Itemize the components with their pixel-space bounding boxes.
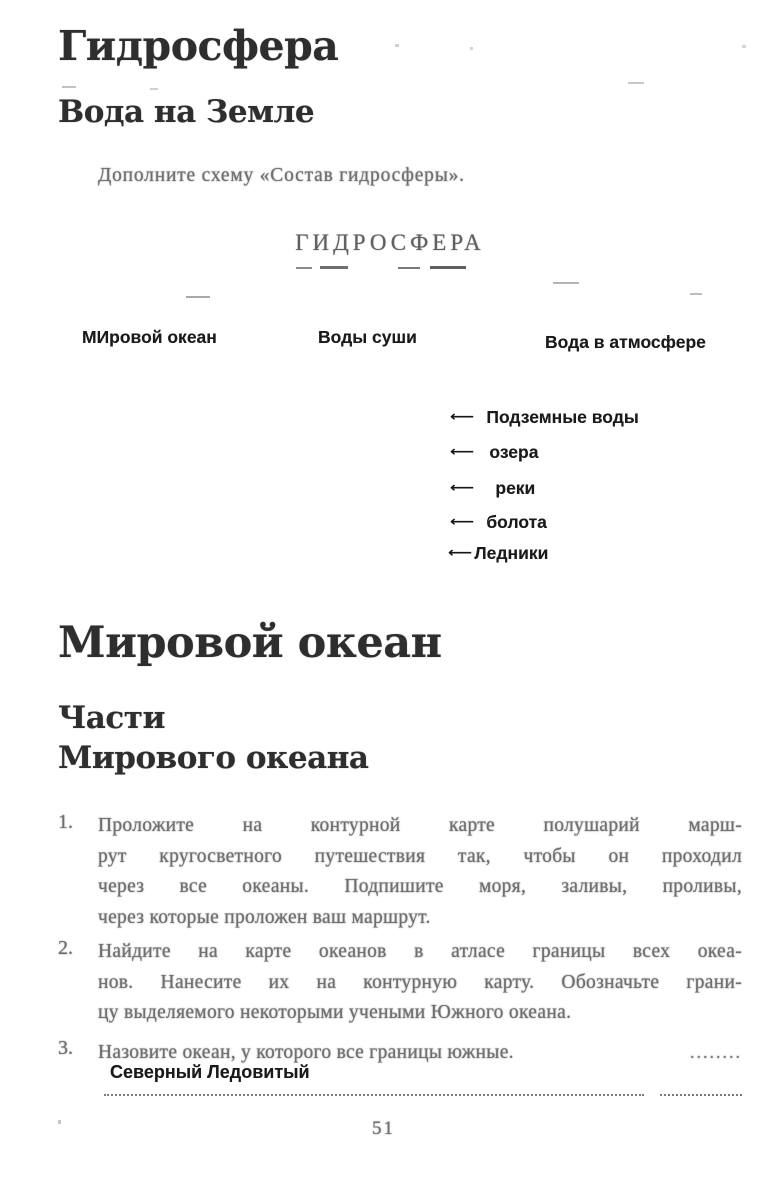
scan-artifact bbox=[553, 282, 579, 284]
scan-artifact bbox=[395, 44, 399, 47]
task-number: 2. bbox=[58, 937, 73, 959]
chapter-title: Гидросфера bbox=[58, 22, 339, 70]
land-water-item bbox=[448, 543, 548, 564]
land-water-item bbox=[450, 407, 639, 428]
left-arrow-icon: ⟵ bbox=[450, 479, 475, 497]
task-text bbox=[98, 937, 742, 1029]
land-water-item bbox=[450, 478, 535, 499]
left-arrow-icon: ⟵ bbox=[450, 408, 475, 426]
section-title-water-on-earth: Вода на Земле bbox=[58, 94, 315, 130]
answer-dotted-line[interactable] bbox=[660, 1094, 742, 1096]
diagram-branch-land-waters[interactable]: Воды суши bbox=[318, 327, 417, 347]
scan-artifact bbox=[742, 45, 746, 48]
answer-dots[interactable]: ........ bbox=[690, 1042, 742, 1062]
land-water-label[interactable]: болота bbox=[486, 512, 547, 532]
land-water-label[interactable]: реки bbox=[495, 478, 536, 498]
task-text-line: цу выделяемого некоторыми учеными Южного океана. bbox=[98, 1002, 572, 1023]
land-water-label[interactable]: озера bbox=[489, 442, 539, 462]
task3-answer-text[interactable]: Северный Ледовитый bbox=[110, 1062, 310, 1082]
task-instruction: Дополните схему «Состав гидросферы». bbox=[98, 165, 465, 186]
page-number: 51 bbox=[372, 1118, 395, 1139]
task-number: 3. bbox=[58, 1037, 73, 1059]
scan-artifact bbox=[430, 266, 466, 269]
scan-artifact bbox=[296, 267, 312, 269]
scan-artifact bbox=[628, 82, 644, 84]
section-title-line: Части bbox=[58, 700, 165, 736]
land-water-item bbox=[450, 512, 547, 533]
land-water-label[interactable]: Ледники bbox=[474, 543, 549, 563]
task-text-line: через которые проложен ваш маршрут. bbox=[98, 906, 431, 928]
scan-artifact bbox=[470, 47, 473, 50]
task-text bbox=[98, 811, 742, 933]
task-text-line: Назовите океан, у которого все границы южные. bbox=[98, 1042, 514, 1063]
chapter-title-world-ocean: Мировой океан bbox=[58, 618, 442, 668]
task-text-line: рут кругосветного путешествия так, чтобы он проходил bbox=[98, 845, 742, 867]
task-text-line: Найдите на карте океанов в атласе границы всех океа- bbox=[98, 941, 742, 962]
scan-artifact bbox=[186, 296, 210, 298]
left-arrow-icon: ⟵ bbox=[450, 443, 475, 461]
diagram-root-label: ГИДРОСФЕРА bbox=[295, 230, 485, 255]
task-text-line: через все океаны. Подпишите моря, заливы, проливы, bbox=[98, 876, 742, 897]
answer-dotted-line[interactable] bbox=[104, 1094, 644, 1096]
left-arrow-icon: ⟵ bbox=[450, 513, 475, 531]
scan-artifact bbox=[690, 293, 702, 295]
scan-artifact bbox=[150, 88, 158, 90]
scan-artifact bbox=[62, 86, 76, 88]
scan-artifact bbox=[398, 267, 420, 269]
task-text-line: Проложите на контурной карте полушарий марш- bbox=[98, 815, 742, 836]
section-title-ocean-parts bbox=[58, 698, 369, 778]
diagram-branch-world-ocean[interactable]: МИровой океан bbox=[82, 327, 217, 347]
land-water-label[interactable]: Подземные воды bbox=[486, 407, 639, 427]
task-text-line: нов. Нанесите их на контурную карту. Обозначьте грани- bbox=[98, 971, 742, 993]
section-title-line: Мирового океана bbox=[58, 740, 369, 776]
land-water-item bbox=[450, 442, 538, 463]
scan-artifact bbox=[320, 266, 348, 269]
diagram-branch-atmosphere-water[interactable]: Вода в атмосфере bbox=[545, 332, 706, 352]
left-arrow-icon: ⟵ bbox=[448, 544, 473, 562]
task-number: 1. bbox=[58, 811, 73, 833]
